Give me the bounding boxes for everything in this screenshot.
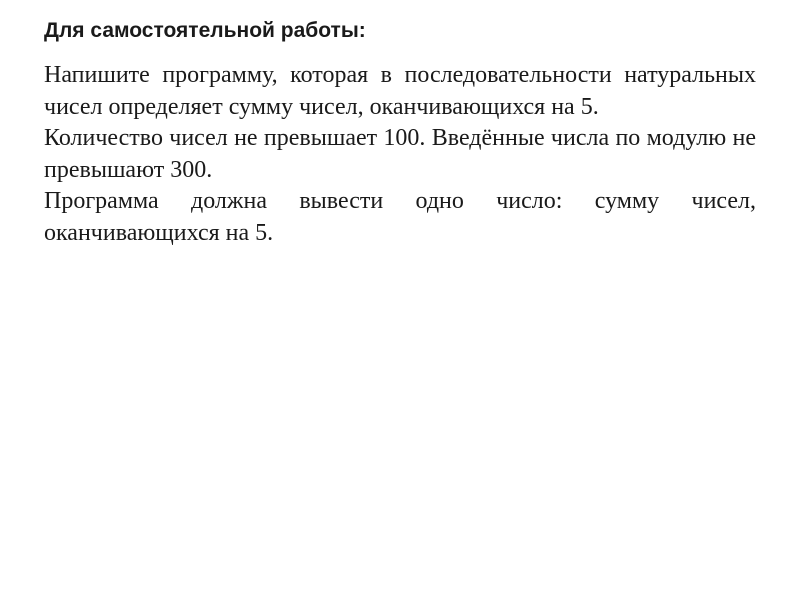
task-paragraph-3: Программа должна вывести одно число: сумму чисел, оканчивающихся на 5. — [44, 188, 756, 246]
task-paragraph-1: Напишите программу, которая в последовательности натуральных чисел определяет сумму чисел, оканчивающихся на 5. — [44, 62, 756, 120]
task-description — [44, 60, 756, 249]
task-paragraph-2: Количество чисел не превышает 100. Введённые числа по модулю не превышают 300. — [44, 125, 756, 183]
slide-heading: Для самостоятельной работы: — [44, 19, 366, 42]
